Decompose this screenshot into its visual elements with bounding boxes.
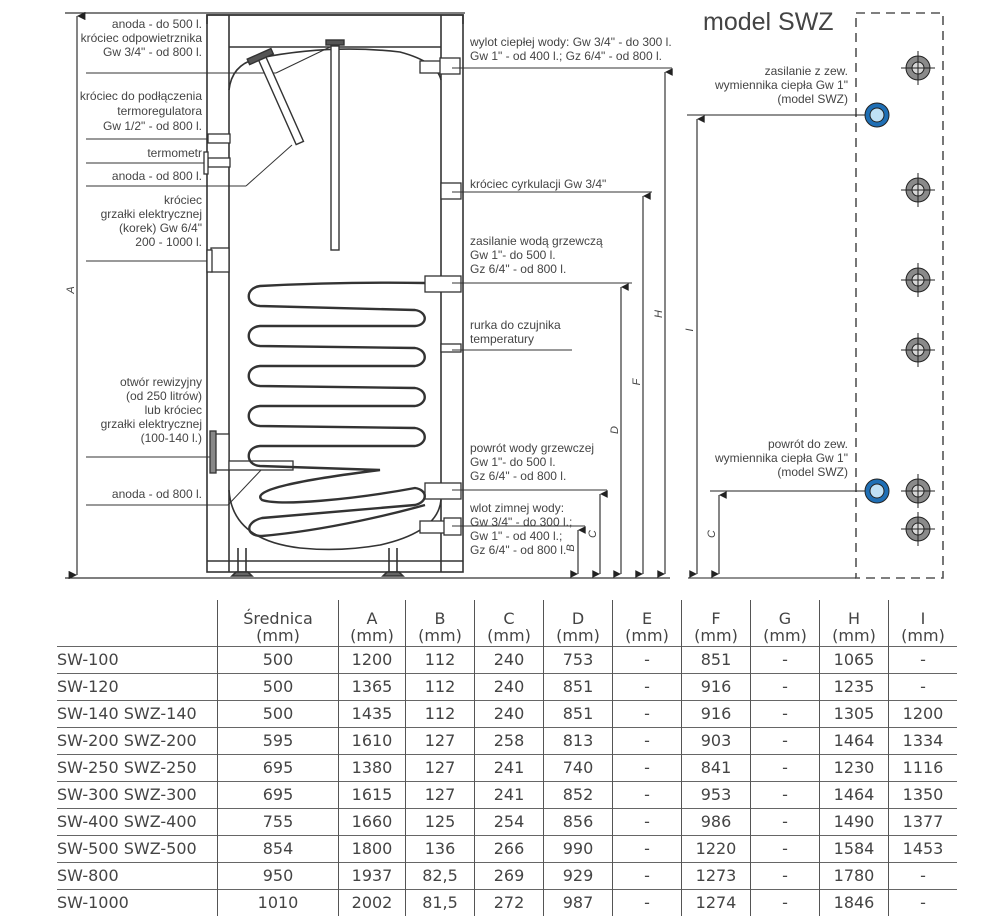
value-cell: 81,5 xyxy=(406,890,475,916)
svg-text:C: C xyxy=(587,530,599,538)
table-row xyxy=(57,836,957,863)
value-cell: 1200 xyxy=(889,701,958,728)
svg-text:C: C xyxy=(706,530,718,538)
svg-text:rurka do czujnikatemperatury: rurka do czujnika temperatury xyxy=(470,318,561,346)
svg-text:króciecgrzałki elektrycznej(ko: króciec grzałki elektrycznej (korek) Gw 6/4" 200 - 1000 l. xyxy=(101,193,202,249)
value-cell: - xyxy=(613,890,682,916)
value-cell: 851 xyxy=(544,701,613,728)
value-cell: 127 xyxy=(406,782,475,809)
value-cell: 1464 xyxy=(820,728,889,755)
table-header-row xyxy=(57,600,957,647)
value-cell: 595 xyxy=(218,728,339,755)
heating-coil xyxy=(249,283,425,536)
header-name: D xyxy=(544,610,612,627)
value-cell: 990 xyxy=(544,836,613,863)
value-cell: 82,5 xyxy=(406,863,475,890)
value-cell: 950 xyxy=(218,863,339,890)
value-cell: 841 xyxy=(682,755,751,782)
value-cell: 1377 xyxy=(889,809,958,836)
swz-labels xyxy=(714,64,848,479)
value-cell: 1010 xyxy=(218,890,339,916)
blue-port-return xyxy=(865,479,889,503)
column-header-b xyxy=(406,600,475,647)
model-cell: SW-500 SWZ-500 xyxy=(57,836,218,863)
model-cell: SW-250 SWZ-250 xyxy=(57,755,218,782)
table-row xyxy=(57,755,957,782)
model-cell: SW-1000 xyxy=(57,890,218,916)
anode-rod xyxy=(247,40,344,250)
value-cell: 112 xyxy=(406,647,475,674)
column-header-rednica xyxy=(218,600,339,647)
header-unit: (mm) xyxy=(613,627,681,644)
value-cell: - xyxy=(751,809,820,836)
column-header-f xyxy=(682,600,751,647)
svg-text:termometr: termometr xyxy=(147,146,202,160)
value-cell: 1453 xyxy=(889,836,958,863)
column-header-h xyxy=(820,600,889,647)
value-cell: 854 xyxy=(218,836,339,863)
value-cell: 1220 xyxy=(682,836,751,863)
value-cell: 755 xyxy=(218,809,339,836)
value-cell: 695 xyxy=(218,755,339,782)
value-cell: 1660 xyxy=(339,809,406,836)
value-cell: 813 xyxy=(544,728,613,755)
table-row xyxy=(57,647,957,674)
header-name: F xyxy=(682,610,750,627)
value-cell: 500 xyxy=(218,674,339,701)
header-unit: (mm) xyxy=(475,627,543,644)
value-cell: 258 xyxy=(475,728,544,755)
svg-text:powrót do zew.wymiennika ciepł: powrót do zew. wymiennika ciepła Gw 1" (model SWZ) xyxy=(714,437,848,479)
value-cell: 1584 xyxy=(820,836,889,863)
value-cell: 916 xyxy=(682,674,751,701)
header-unit: (mm) xyxy=(682,627,750,644)
value-cell: 1464 xyxy=(820,782,889,809)
value-cell: - xyxy=(889,647,958,674)
svg-text:anoda - od 800 l.: anoda - od 800 l. xyxy=(112,169,202,183)
value-cell: 254 xyxy=(475,809,544,836)
value-cell: - xyxy=(751,728,820,755)
value-cell: - xyxy=(751,701,820,728)
value-cell: - xyxy=(889,674,958,701)
header-name: H xyxy=(820,610,888,627)
value-cell: - xyxy=(613,674,682,701)
model-cell: SW-400 SWZ-400 xyxy=(57,809,218,836)
left-labels xyxy=(80,17,202,501)
value-cell: 953 xyxy=(682,782,751,809)
model-cell: SW-300 SWZ-300 xyxy=(57,782,218,809)
value-cell: 740 xyxy=(544,755,613,782)
grey-port-icon xyxy=(901,263,935,297)
header-unit: (mm) xyxy=(751,627,819,644)
value-cell: 1435 xyxy=(339,701,406,728)
grey-port-icon xyxy=(901,333,935,367)
value-cell: 987 xyxy=(544,890,613,916)
svg-text:króciec cyrkulacji Gw 3/4": króciec cyrkulacji Gw 3/4" xyxy=(470,177,606,191)
value-cell: 851 xyxy=(544,674,613,701)
value-cell: - xyxy=(613,782,682,809)
value-cell: 2002 xyxy=(339,890,406,916)
svg-text:B: B xyxy=(565,544,577,551)
svg-text:D: D xyxy=(609,426,621,434)
value-cell: 903 xyxy=(682,728,751,755)
table-row xyxy=(57,782,957,809)
value-cell: 240 xyxy=(475,674,544,701)
svg-text:króciec do podłączeniatermoreg: króciec do podłączenia termoregulatora Gw 1/2" - od 800 l. xyxy=(80,89,202,133)
value-cell: - xyxy=(889,863,958,890)
header-name: I xyxy=(889,610,957,627)
value-cell: 136 xyxy=(406,836,475,863)
value-cell: 1615 xyxy=(339,782,406,809)
svg-text:zasilanie wodą grzewcząGw 1"-: zasilanie wodą grzewczą Gw 1"- do 500 l. Gz 6/4" - od 800 l. xyxy=(470,234,603,276)
header-name: C xyxy=(475,610,543,627)
svg-text:otwór rewizyjny(od 250 litrów): otwór rewizyjny (od 250 litrów) lub króciec grzałki elektrycznej (100-140 l.) xyxy=(101,375,202,445)
value-cell: 1305 xyxy=(820,701,889,728)
value-cell: - xyxy=(751,836,820,863)
value-cell: 127 xyxy=(406,755,475,782)
table-row xyxy=(57,890,957,916)
table-row xyxy=(57,674,957,701)
blue-port-supply xyxy=(865,103,889,127)
model-cell: SW-120 xyxy=(57,674,218,701)
value-cell: - xyxy=(889,890,958,916)
svg-text:F: F xyxy=(631,377,643,385)
value-cell: - xyxy=(751,782,820,809)
value-cell: 1235 xyxy=(820,674,889,701)
value-cell: 1937 xyxy=(339,863,406,890)
value-cell: 1200 xyxy=(339,647,406,674)
value-cell: 1846 xyxy=(820,890,889,916)
value-cell: - xyxy=(613,728,682,755)
value-cell: 856 xyxy=(544,809,613,836)
swz-dimension-lines xyxy=(687,115,866,578)
header-name: E xyxy=(613,610,681,627)
header-unit: (mm) xyxy=(889,627,957,644)
svg-text:zasilanie z zew.wymiennika cie: zasilanie z zew. wymiennika ciepła Gw 1" (model SWZ) xyxy=(714,64,848,106)
model-cell: SW-100 xyxy=(57,647,218,674)
table-row xyxy=(57,728,957,755)
value-cell: 753 xyxy=(544,647,613,674)
table-row xyxy=(57,701,957,728)
value-cell: - xyxy=(751,863,820,890)
value-cell: 269 xyxy=(475,863,544,890)
grey-ports xyxy=(901,51,935,546)
value-cell: 500 xyxy=(218,701,339,728)
value-cell: - xyxy=(613,836,682,863)
header-name: B xyxy=(406,610,474,627)
left-fittings xyxy=(204,134,293,473)
column-header-i xyxy=(889,600,958,647)
value-cell: 1780 xyxy=(820,863,889,890)
value-cell: - xyxy=(613,701,682,728)
value-cell: 1230 xyxy=(820,755,889,782)
svg-text:anoda - do 500 l.króciec odpow: anoda - do 500 l. króciec odpowietrznika Gw 3/4" - od 800 l. xyxy=(81,17,203,59)
svg-text:powrót wody grzewczejGw 1"- do: powrót wody grzewczej Gw 1"- do 500 l. Gz 6/4" - od 800 l. xyxy=(470,441,594,483)
table-body xyxy=(57,647,957,916)
header-name: Średnica xyxy=(218,610,338,627)
value-cell: - xyxy=(751,755,820,782)
swz-dimension-labels xyxy=(684,328,718,538)
grey-port-icon xyxy=(901,51,935,85)
column-header-c xyxy=(475,600,544,647)
svg-text:wylot ciepłej wody: Gw 3/4" -: wylot ciepłej wody: Gw 3/4" - do 300 l. Gw 1" - od 400 l.; Gz 6/4" - od 800 l. xyxy=(469,35,672,63)
value-cell: 240 xyxy=(475,701,544,728)
value-cell: 266 xyxy=(475,836,544,863)
value-cell: 916 xyxy=(682,701,751,728)
value-cell: 272 xyxy=(475,890,544,916)
header-name: G xyxy=(751,610,819,627)
value-cell: 241 xyxy=(475,755,544,782)
svg-text:H: H xyxy=(653,310,665,318)
value-cell: 1490 xyxy=(820,809,889,836)
model-cell: SW-800 xyxy=(57,863,218,890)
value-cell: - xyxy=(613,863,682,890)
value-cell: - xyxy=(751,890,820,916)
table-row xyxy=(57,809,957,836)
value-cell: - xyxy=(751,674,820,701)
value-cell: 986 xyxy=(682,809,751,836)
value-cell: 125 xyxy=(406,809,475,836)
value-cell: 500 xyxy=(218,647,339,674)
table-row xyxy=(57,863,957,890)
model-cell: SW-200 SWZ-200 xyxy=(57,728,218,755)
value-cell: - xyxy=(613,647,682,674)
value-cell: 1380 xyxy=(339,755,406,782)
svg-text:wlot zimnej wody:Gw 3/4" - do: wlot zimnej wody: Gw 3/4" - do 300 l.; Gw 1" - od 400 l.; Gz 6/4" - od 800 l. xyxy=(469,501,572,557)
value-cell: 1365 xyxy=(339,674,406,701)
value-cell: 1610 xyxy=(339,728,406,755)
column-header-model xyxy=(57,600,218,647)
dimensions-table xyxy=(57,600,957,916)
value-cell: 1116 xyxy=(889,755,958,782)
column-header-d xyxy=(544,600,613,647)
value-cell: - xyxy=(751,647,820,674)
model-cell: SW-140 SWZ-140 xyxy=(57,701,218,728)
value-cell: 1350 xyxy=(889,782,958,809)
header-unit: (mm) xyxy=(218,627,338,644)
svg-text:anoda - od 800 l.: anoda - od 800 l. xyxy=(112,487,202,501)
value-cell: 929 xyxy=(544,863,613,890)
column-header-e xyxy=(613,600,682,647)
model-title: model SWZ xyxy=(703,8,834,36)
value-cell: 240 xyxy=(475,647,544,674)
header-unit: (mm) xyxy=(820,627,888,644)
header-unit: (mm) xyxy=(406,627,474,644)
column-header-a xyxy=(339,600,406,647)
value-cell: 127 xyxy=(406,728,475,755)
value-cell: 241 xyxy=(475,782,544,809)
value-cell: 1274 xyxy=(682,890,751,916)
right-labels xyxy=(469,35,672,557)
grey-port-icon xyxy=(901,512,935,546)
value-cell: 851 xyxy=(682,647,751,674)
value-cell: 852 xyxy=(544,782,613,809)
header-unit: (mm) xyxy=(544,627,612,644)
value-cell: 1334 xyxy=(889,728,958,755)
grey-port-icon xyxy=(901,474,935,508)
value-cell: - xyxy=(613,809,682,836)
value-cell: - xyxy=(613,755,682,782)
value-cell: 1800 xyxy=(339,836,406,863)
dimension-arrows xyxy=(578,72,665,574)
column-header-g xyxy=(751,600,820,647)
dim-label-a: A xyxy=(65,286,77,294)
dimension-labels xyxy=(565,310,665,552)
header-name: A xyxy=(339,610,405,627)
value-cell: 1065 xyxy=(820,647,889,674)
header-unit: (mm) xyxy=(339,627,405,644)
value-cell: 1273 xyxy=(682,863,751,890)
value-cell: 695 xyxy=(218,782,339,809)
grey-port-icon xyxy=(901,173,935,207)
svg-text:I: I xyxy=(684,328,696,331)
value-cell: 112 xyxy=(406,674,475,701)
value-cell: 112 xyxy=(406,701,475,728)
